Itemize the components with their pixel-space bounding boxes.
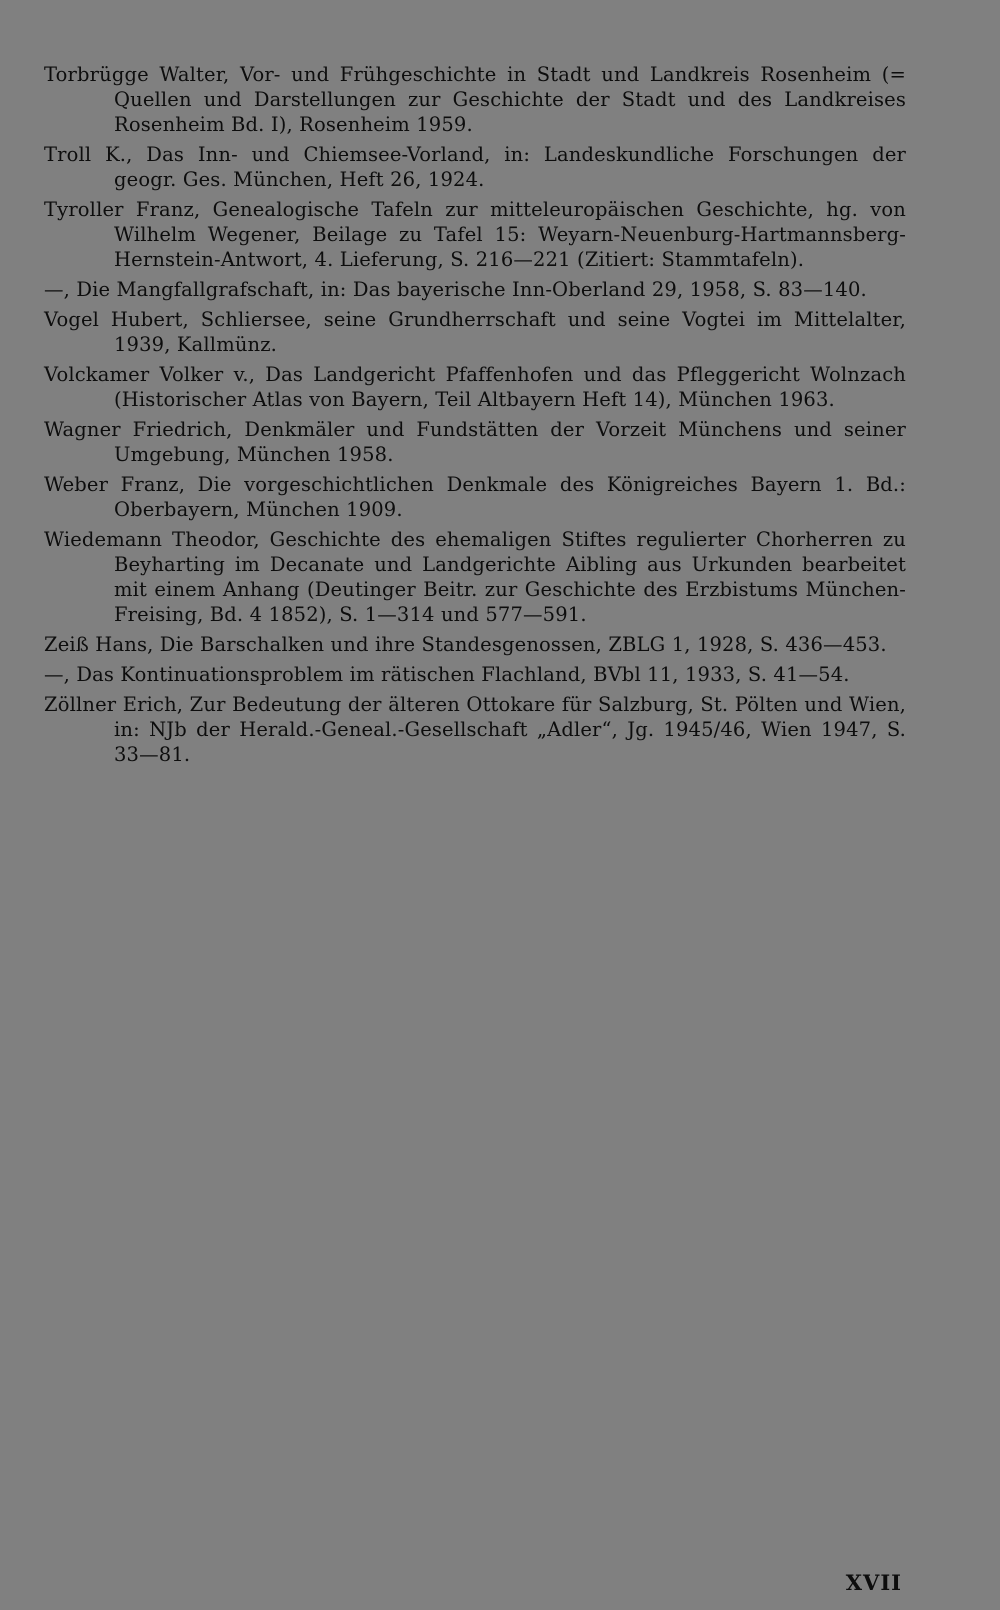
bibliography-entry: Zeiß Hans, Die Barschalken und ihre Standesgenossen, ZBLG 1, 1928, S. 436—453. (44, 633, 887, 656)
bibliography-entry: —, Das Kontinuationsproblem im rätischen Flachland, BVbl 11, 1933, S. 41—54. (44, 663, 850, 686)
bibliography-entry: Torbrügge Walter, Vor- und Frühgeschichte in Stadt und Landkreis Rosenheim (= Quellen und Darstellungen zur Geschichte der Stadt und des Landkreises Rosenheim Bd. I), Rosenheim 1959. (44, 63, 906, 136)
bibliography-entry: Weber Franz, Die vorgeschichtlichen Denkmale des Königreiches Bayern 1. Bd.: Oberbayern, München 1909. (44, 473, 906, 521)
bibliography-entry: Zöllner Erich, Zur Bedeutung der älteren Ottokare für Salzburg, St. Pölten und Wien, in: NJb der Herald.-Geneal.-Gesellschaft „Adler“, Jg. 1945/46, Wien 1947, S. 33—81. (44, 693, 906, 766)
bibliography-entry: Tyroller Franz, Genealogische Tafeln zur mitteleuropäischen Geschichte, hg. von Wilhelm Wegener, Beilage zu Tafel 15: Weyarn-Neuenburg-Hartmannsberg-Hernstein-Antwort, 4. Lieferung, S. 216—221 (Zitiert: Stammtafeln). (44, 198, 906, 271)
bibliography-entry: Vogel Hubert, Schliersee, seine Grundherrschaft und seine Vogtei im Mittelalter, 1939, Kallmünz. (44, 308, 906, 356)
bibliography-entry: Wiedemann Theodor, Geschichte des ehemaligen Stiftes regulierter Chorherren zu Beyharting im Decanate und Landgerichte Aibling aus Urkunden bearbeitet mit einem Anhang (Deutinger Beitr. zur Geschichte des Erzbistums München-Freising, Bd. 4 1852), S. 1—314 und 577—591. (44, 528, 906, 626)
bibliography-entry: Troll K., Das Inn- und Chiemsee-Vorland, in: Landeskundliche Forschungen der geogr. Ges. München, Heft 26, 1924. (44, 143, 906, 191)
bibliography-entry: Volckamer Volker v., Das Landgericht Pfaffenhofen und das Pfleggericht Wolnzach (Historischer Atlas von Bayern, Teil Altbayern Heft 14), München 1963. (44, 363, 906, 411)
bibliography-entry: Wagner Friedrich, Denkmäler und Fundstätten der Vorzeit Münchens und seiner Umgebung, München 1958. (44, 418, 906, 466)
bibliography-list (44, 62, 906, 772)
page-number: XVII (845, 1570, 902, 1595)
bibliography-entry: —, Die Mangfallgrafschaft, in: Das bayerische Inn-Oberland 29, 1958, S. 83—140. (44, 278, 867, 301)
